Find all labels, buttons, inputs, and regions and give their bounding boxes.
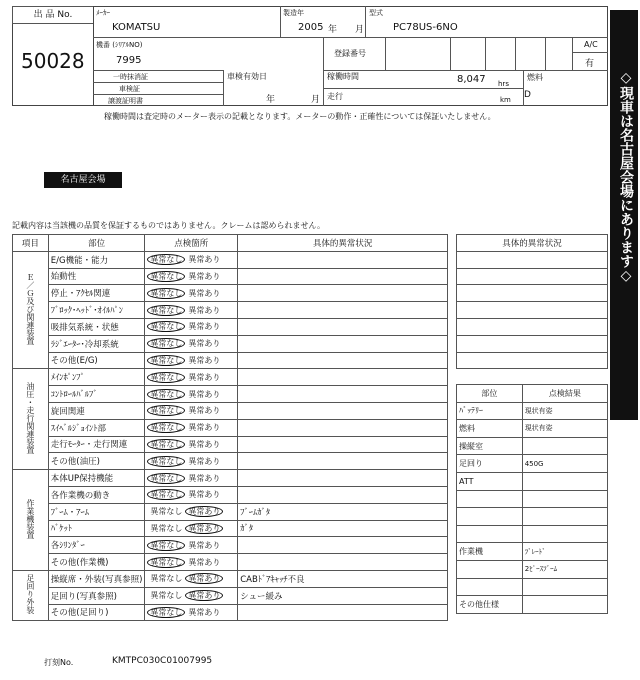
part-cell: ﾌﾞﾛｯｸ･ﾍｯﾄﾞ･ｵｲﾙﾊﾟﾝ [48,302,145,319]
check-cell [145,537,238,554]
hours-note: 稼働時間は査定時のメーター表示の記載となります。メーターの動作・正確性については保証いたしません。 [104,112,496,121]
abnormal-option: 異常あり [188,490,221,500]
part-cell: 操縦席・外装(写真参照) [48,570,145,587]
normal-option: 異常なし [147,557,185,568]
check-cell [145,570,238,587]
right-detail-row [457,318,608,335]
abnormal-option: 異常あり [188,423,221,433]
normal-option: 異常なし [147,372,185,383]
check-cell [145,402,238,419]
detail-cell [238,268,448,285]
serial-label: 機番 (ｼﾘｱﾙNO) [96,41,143,49]
right-detail-row [457,285,608,302]
result-value-cell [522,508,607,526]
stamp-label: 打刻No. [44,658,74,667]
result-part-cell [457,490,523,508]
part-cell: その他(油圧) [48,453,145,470]
year-unit: 年 [328,25,338,35]
result-row [457,596,608,614]
abnormal-option: 異常あり [188,389,221,399]
ac-label: A/C [584,40,598,49]
location-sidebar [610,10,638,420]
inspection-row [13,386,448,403]
inspection-row [13,352,448,369]
check-cell [145,352,238,369]
temp-cert-label: 一時抹消証 [113,73,148,81]
result-value-cell [522,437,607,455]
result-value-cell [522,578,607,596]
group-label: 足回り外装 [25,574,35,615]
part-cell: ﾌﾞｰﾑ・ｱｰﾑ [48,503,145,520]
normal-option: 異常なし [150,523,183,533]
registration-label: 登録番号 [334,49,366,58]
part-cell: E/G機能・能力 [48,251,145,268]
inspection-row [13,486,448,503]
hours-label: 稼働時間 [327,72,359,81]
serial-value: 7995 [116,55,142,66]
abnormal-option: 異常あり [188,339,221,349]
abnormal-option: 異常あり [188,439,221,449]
group-label: Ｅ／Ｇ及び関連装置 [25,272,35,345]
abnormal-option: 異常あり [188,372,221,382]
result-row [457,525,608,543]
year-label: 製造年 [283,9,304,17]
check-cell [145,335,238,352]
detail-cell: ｶﾞﾀ [238,520,448,537]
normal-option: 異常なし [147,355,185,366]
fuel-value: D [524,90,531,100]
disclaimer: 記載内容は当該機の品質を保証するものではありません。クレームは認められません。 [12,221,325,230]
part-cell: ｽｲﾍﾞﾙｼﾞｮｲﾝﾄ部 [48,419,145,436]
km-unit: km [500,96,511,104]
inspection-row [13,419,448,436]
abnormal-option: 異常あり [188,406,221,416]
check-cell [145,486,238,503]
model-value: PC78US-6NO [393,22,458,33]
venue-badge: 名古屋会場 [44,172,122,188]
detail-cell [238,604,448,621]
normal-option: 異常なし [147,254,185,265]
part-cell: 旋回関連 [48,402,145,419]
abnormal-option: 異常あり [188,322,221,332]
result-value-cell [522,490,607,508]
detail-cell [238,470,448,487]
abnormal-option: 異常あり [188,557,221,567]
right-detail-table [456,234,608,369]
group-label: 油圧・走行関連装置 [25,381,35,454]
group-cell [13,369,49,470]
inspection-row [13,318,448,335]
check-cell [145,419,238,436]
inspection-row [13,470,448,487]
check-cell [145,436,238,453]
month-unit: 月 [355,25,365,35]
col-part-header: 部位 [457,385,523,403]
normal-option: 異常なし [147,389,185,400]
normal-option: 異常なし [150,574,183,584]
check-cell [145,369,238,386]
abnormal-option: 異常あり [188,607,221,617]
result-part-cell [457,508,523,526]
result-part-cell: 足回り [457,455,523,473]
result-row [457,490,608,508]
right-detail-row [457,302,608,319]
result-part-cell: その他仕様 [457,596,523,614]
check-cell [145,470,238,487]
part-cell: 走行ﾓｰﾀｰ・走行関連 [48,436,145,453]
col-result-header: 点検結果 [522,385,607,403]
result-part-cell [457,578,523,596]
detail-cell [238,554,448,571]
part-cell: ﾊﾞｹｯﾄ [48,520,145,537]
detail-cell [238,386,448,403]
part-cell: 始動性 [48,268,145,285]
result-row [457,437,608,455]
normal-option: 異常なし [147,305,185,316]
abnormal-option: 異常あり [185,506,223,517]
result-row [457,560,608,578]
lot-number: 50028 [21,49,85,73]
part-cell: 停止・ｱｸｾﾙ関連 [48,285,145,302]
right-detail-row [457,251,608,268]
normal-option: 異常なし [147,439,185,450]
maker-label: ﾒｰｶｰ [96,9,110,17]
result-part-cell: ﾊﾞｯﾃﾘｰ [457,402,523,420]
lot-number-box [12,6,94,106]
result-part-cell: 操縦室 [457,437,523,455]
result-value-cell: 450G [522,455,607,473]
inspection-row [13,453,448,470]
result-part-cell: 燃料 [457,420,523,438]
part-cell: ｺﾝﾄﾛｰﾙﾊﾞﾙﾌﾞ [48,386,145,403]
col-item-header: 項目 [13,235,49,252]
detail-cell: シュー緩み [238,587,448,604]
hours-value: 8,047 [457,74,486,85]
vehicle-cert-label: 車検証 [119,85,140,93]
inspection-table [12,234,448,621]
result-part-cell: 作業機 [457,543,523,561]
detail-cell: ﾌﾞｰﾑｶﾞﾀ [238,503,448,520]
abnormal-option: 異常あり [188,271,221,281]
check-cell [145,302,238,319]
detail-cell [238,352,448,369]
sidebar-text: ◇現車は名古屋会場にあります◇ [618,70,634,284]
col-detail-header: 具体的異常状況 [238,235,448,252]
right-detail-row [457,268,608,285]
normal-option: 異常なし [147,540,185,551]
year-value: 2005 [298,22,324,33]
abnormal-option: 異常あり [188,305,221,315]
normal-option: 異常なし [147,321,185,332]
abnormal-option: 異常あり [188,456,221,466]
result-row [457,420,608,438]
check-cell [145,268,238,285]
abnormal-option: 異常あり [188,355,221,365]
group-cell [13,570,49,620]
detail-cell [238,419,448,436]
part-cell: 足回り(写真参照) [48,587,145,604]
fuel-label: 燃料 [527,73,543,82]
result-row [457,508,608,526]
inspection-row [13,537,448,554]
result-value-cell [522,596,607,614]
inspection-row [13,268,448,285]
result-row [457,402,608,420]
inspection-row [13,335,448,352]
inspection-row [13,570,448,587]
detail-cell [238,302,448,319]
lot-number-label: 出 品 No. [12,6,94,24]
check-cell [145,520,238,537]
check-cell [145,386,238,403]
right-detail-row [457,352,608,369]
col-check-header: 点検箇所 [145,235,238,252]
model-label: 型式 [369,9,383,17]
detail-cell [238,486,448,503]
normal-option: 異常なし [147,422,185,433]
abnormal-option: 異常あり [188,288,221,298]
result-value-cell: 現状有姿 [522,402,607,420]
part-cell: その他(E/G) [48,352,145,369]
inspection-row [13,554,448,571]
detail-cell: CABﾄﾞｱｷｬｯﾁ不良 [238,570,448,587]
result-value-cell [522,472,607,490]
normal-option: 異常なし [147,473,185,484]
abnormal-option: 異常あり [185,573,223,584]
result-value-cell [522,525,607,543]
abnormal-option: 異常あり [185,590,223,601]
abnormal-option: 異常あり [188,473,221,483]
normal-option: 異常なし [147,607,185,618]
detail-cell [238,436,448,453]
check-cell [145,604,238,621]
detail-cell [238,453,448,470]
part-cell: 各作業機の動き [48,486,145,503]
detail-cell [238,537,448,554]
result-row [457,578,608,596]
result-row [457,455,608,473]
result-part-cell: ATT [457,472,523,490]
part-cell: ﾒｲﾝﾎﾟﾝﾌﾟ [48,369,145,386]
check-cell [145,251,238,268]
inspection-row [13,302,448,319]
inspection-row [13,503,448,520]
result-row [457,472,608,490]
part-cell: ﾗｼﾞｴｰﾀｰ･冷却系統 [48,335,145,352]
col-part-header: 部位 [48,235,145,252]
check-cell [145,587,238,604]
check-result-table [456,384,608,614]
inspection-row [13,587,448,604]
normal-option: 異常なし [147,456,185,467]
check-cell [145,285,238,302]
result-value-cell: ﾌﾞﾚｰﾄﾞ [522,543,607,561]
part-cell: その他(足回り) [48,604,145,621]
check-cell [145,554,238,571]
normal-option: 異常なし [147,405,185,416]
transfer-cert-label: 譲渡証明書 [108,97,143,105]
group-cell [13,470,49,571]
detail-cell [238,369,448,386]
group-label: 作業機装置 [25,498,35,539]
inspection-row [13,285,448,302]
result-part-cell [457,525,523,543]
abnormal-option: 異常あり [188,255,221,265]
stamp-number: KMTPC030C01007995 [112,656,213,666]
inspection-year: 年 [266,95,276,105]
check-cell [145,318,238,335]
inspection-row [13,520,448,537]
maker-value: KOMATSU [112,22,161,33]
normal-option: 異常なし [150,507,183,517]
normal-option: 異常なし [147,489,185,500]
inspection-label: 車検有効日 [227,72,267,81]
detail-cell [238,335,448,352]
result-row [457,543,608,561]
right-detail-row [457,335,608,352]
inspection-row [13,369,448,386]
result-part-cell [457,560,523,578]
inspection-row [13,402,448,419]
inspection-row [13,436,448,453]
normal-option: 異常なし [147,338,185,349]
detail-cell [238,285,448,302]
part-cell: 吸排気系統・状態 [48,318,145,335]
abnormal-option: 異常あり [185,523,223,534]
hours-unit: hrs [498,80,509,88]
mileage-label: 走行 [327,92,343,101]
abnormal-option: 異常あり [188,540,221,550]
detail-cell [238,318,448,335]
right-detail-header: 具体的異常状況 [457,235,608,252]
ac-value: 有 [585,59,595,69]
part-cell: その他(作業機) [48,554,145,571]
detail-cell [238,251,448,268]
result-value-cell: 2ﾋﾟｰｽﾌﾞｰﾑ [522,560,607,578]
normal-option: 異常なし [147,271,185,282]
group-cell [13,251,49,369]
part-cell: 各ｼﾘﾝﾀﾞｰ [48,537,145,554]
inspection-row [13,251,448,268]
normal-option: 異常なし [150,591,183,601]
check-cell [145,503,238,520]
inspection-month: 月 [311,95,321,105]
inspection-row [13,604,448,621]
part-cell: 本体UP保持機能 [48,470,145,487]
normal-option: 異常なし [147,288,185,299]
check-cell [145,453,238,470]
detail-cell [238,402,448,419]
result-value-cell: 現状有姿 [522,420,607,438]
